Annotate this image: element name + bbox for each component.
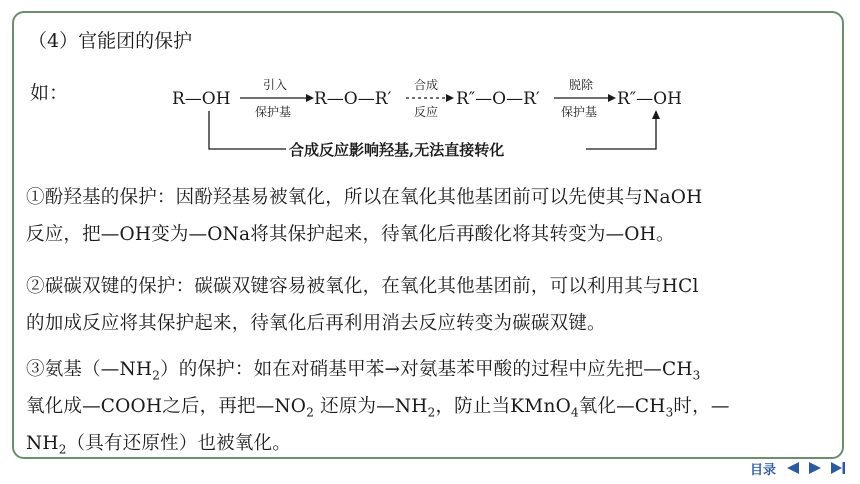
scheme-arrow2-top: 合成	[414, 78, 439, 92]
scheme-arrow1-top: 引入	[263, 78, 288, 92]
scheme-r-oh: R—OH	[172, 89, 231, 109]
content-card	[12, 11, 844, 459]
previous-slide-icon[interactable]	[786, 461, 800, 475]
scheme-r-o-r1: R—O—R′	[314, 89, 392, 109]
scheme-r2-oh: R″—OH	[617, 89, 682, 109]
p3-line1: ③氨基$(—NH_2)$的保护：如在对硝基甲苯→对氨基苯甲酸的过程中应先把$—CH_3$	[26, 359, 701, 383]
slide-navigation	[750, 459, 846, 477]
protection-scheme-diagram	[14, 13, 846, 173]
p2-line1: ②碳碳双键的保护：碳碳双键容易被氧化，在氧化其他基团前，可以利用其与HCl	[26, 276, 699, 297]
p3-line2: 氧化成—COOH之后，再把$—NO_2$ 还原为$—NH_2$，防止当KMnO$_4$氧化$—CH_3$时，—	[26, 396, 730, 420]
section-title: （4）官能团的保护	[28, 30, 193, 52]
next-slide-icon[interactable]	[808, 461, 822, 475]
p1-line2: 反应，把—OH变为—ONa将其保护起来，待氧化后再酸化将其转变为—OH。	[26, 224, 675, 245]
scheme-arrow1-bottom: 保护基	[255, 105, 292, 119]
scheme-arrow3-bottom: 保护基	[561, 105, 598, 119]
paragraph-amino	[26, 351, 834, 462]
scheme-arrow2-bottom: 反应	[414, 105, 439, 119]
contents-link[interactable]: 目录	[749, 462, 776, 478]
scheme-arrow3-top: 脱除	[569, 78, 594, 92]
scheme-bypass-label: 合成反应影响羟基,无法直接转化	[289, 141, 505, 159]
paragraph-double-bond	[26, 268, 834, 342]
p2-line2: 的加成反应将其保护起来，待氧化后再利用消去反应转变为碳碳双键。	[26, 313, 606, 334]
example-label: 如：	[30, 82, 69, 104]
p3-line3: $NH_2$（具有还原性）也被氧化。	[26, 433, 291, 457]
last-slide-icon[interactable]	[830, 461, 846, 475]
p1-line1: ①酚羟基的保护：因酚羟基易被氧化，所以在氧化其他基团前可以先使其与NaOH	[26, 187, 703, 208]
paragraph-phenol	[26, 179, 834, 253]
scheme-r2-o-r1: R″—O—R′	[456, 89, 540, 109]
